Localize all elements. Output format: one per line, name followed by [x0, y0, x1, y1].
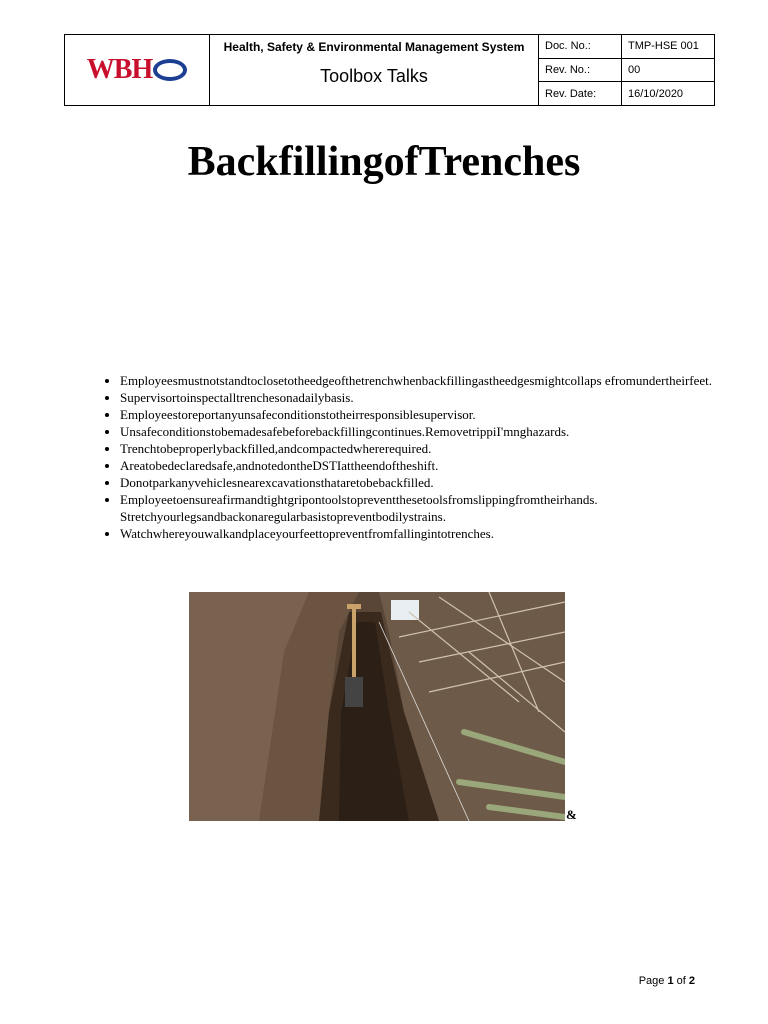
safety-bullet-list — [96, 372, 720, 542]
wbho-logo: WBH — [87, 54, 187, 86]
page-title: BackfillingofTrenches — [187, 139, 581, 185]
list-item: • Donotparkanyvehiclesnearexcavationsthataretobebackfilled. — [120, 474, 720, 491]
list-item: • Watchwhereyouwalkandplaceyourfeettopreventfromfallingintotrenches. — [120, 525, 720, 542]
doc-no-value: TMP-HSE 001 — [622, 35, 715, 59]
doc-no-label: Doc. No.: — [539, 35, 622, 59]
list-item: • Trenchtobeproperlybackfilled,andcompactedwhererequired. — [120, 440, 720, 457]
list-item: • Employeetoensureafirmandtightgripontoolstopreventthesetoolsfromslippingfromtheirhands. Stretchyourlegsandbackonaregularbasistopreventbodilystrains. — [120, 491, 720, 525]
rev-no-value: 00 — [622, 58, 715, 82]
list-item: • Unsafeconditionstobemadesafebeforebackfillingcontinues.RemovetrippiI'mnghazards. — [120, 423, 720, 440]
doc-title: Toolbox Talks — [320, 66, 428, 86]
trailing-ampersand: & — [566, 807, 577, 822]
document-header — [64, 34, 715, 106]
rev-no-label: Rev. No.: — [539, 58, 622, 82]
header-title-cell — [210, 35, 539, 106]
page-number: Page 1 of 2 — [638, 975, 695, 987]
list-item: • Employeesmustnotstandtoclosetotheedgeofthetrenchwhenbackfillingastheedgesmightcollaps efromundertheirfeet. — [120, 372, 720, 389]
system-title: Health, Safety & Environmental Management System — [223, 40, 525, 54]
list-item: • Supervisortoinspectalltrenchesonadailybasis. — [120, 389, 720, 406]
rev-date-label: Rev. Date: — [539, 82, 622, 106]
trench-photo — [189, 592, 565, 821]
logo-cell — [65, 35, 210, 106]
list-item: • Employeestoreportanyunsafeconditionstotheirresponsiblesupervisor. — [120, 406, 720, 423]
list-item: • Areatobedeclaredsafe,andnotedontheDSTIattheendoftheshift. — [120, 457, 720, 474]
rev-date-value: 16/10/2020 — [622, 82, 715, 106]
